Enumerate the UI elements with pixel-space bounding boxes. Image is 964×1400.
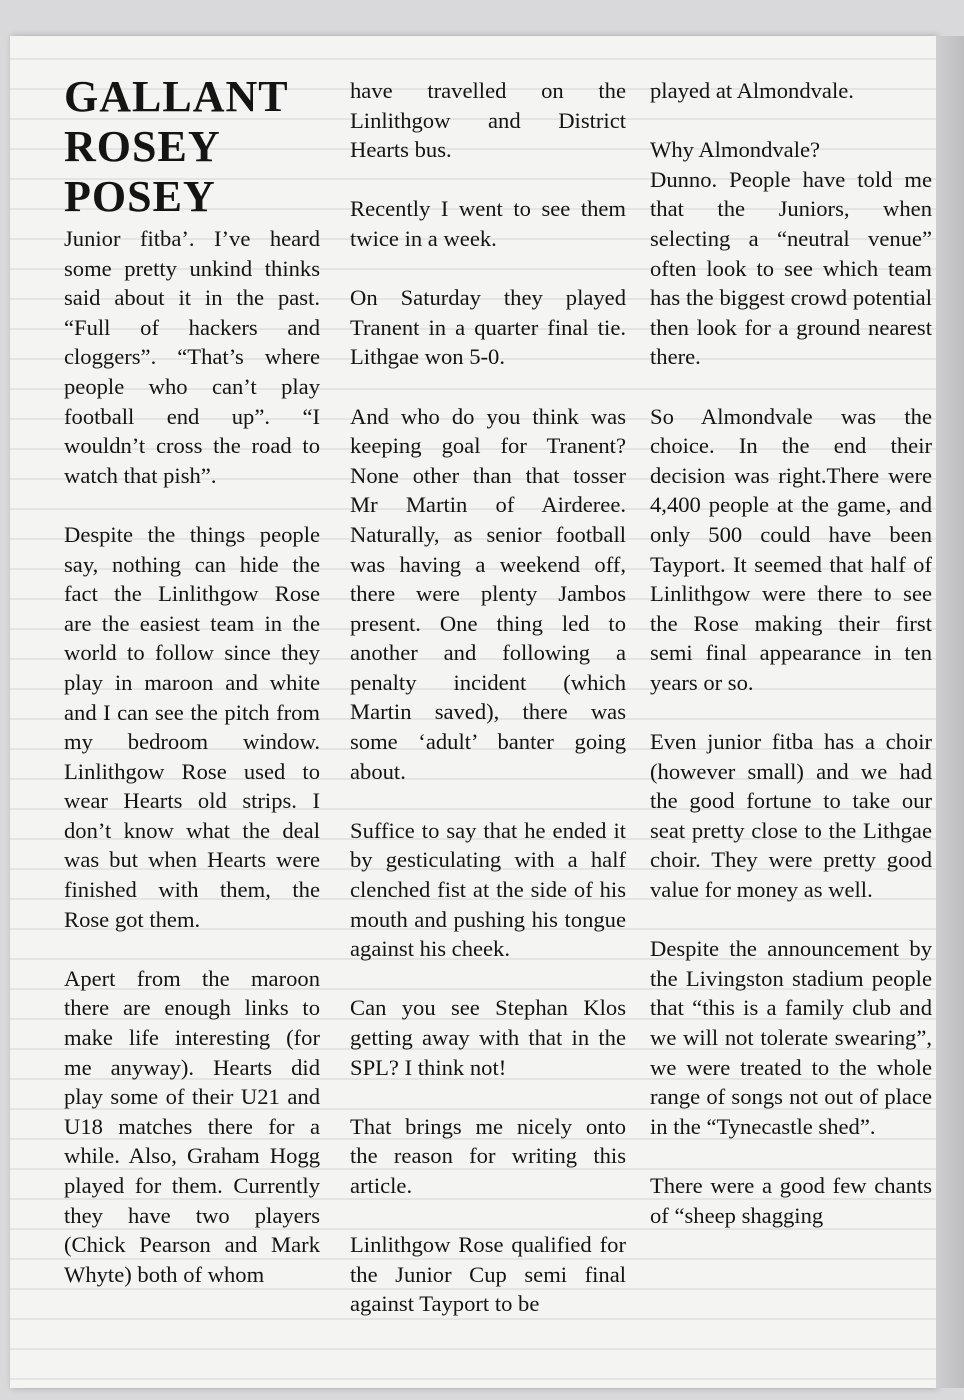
paragraph: Suffice to say that he ended it by gesticulating with a half clenched fist at the side of his mouth and pushing his tongue against his cheek. bbox=[350, 817, 626, 962]
paragraph: There were a good few chants of “sheep shagging bbox=[650, 1172, 932, 1228]
article-title bbox=[64, 72, 320, 222]
paragraph: Apert from the maroon there are enough links to make life interesting (for me anyway). Hearts did play some of their U21 and U18 matches there for a while. Also, Graham Hogg played for them. Currently they have two players (Chick Pearson and Mark Whyte) both of whom bbox=[64, 965, 320, 1287]
paragraph: Recently I went to see them twice in a week. bbox=[350, 196, 626, 251]
paragraph: Can you see Stephan Klos getting away with that in the SPL? I think not! bbox=[350, 995, 626, 1080]
title-line: GALLANT bbox=[64, 72, 289, 121]
title-line: ROSEY bbox=[64, 122, 221, 171]
paragraph: have travelled on the Linlithgow and District Hearts bus. bbox=[350, 78, 626, 163]
paragraph: So Almondvale was the choice. In the end their decision was right.There were 4,400 people at the game, and only 500 could have been Tayport. It seemed that half of Linlithgow were there to see the Rose making their first semi final appearance in ten years or so. bbox=[650, 403, 932, 695]
page-curl-edge bbox=[936, 36, 964, 1388]
paragraph: That brings me nicely onto the reason for writing this article. bbox=[350, 1113, 626, 1198]
paragraph: Linlithgow Rose qualified for the Junior Cup semi final against Tayport to be bbox=[350, 1232, 626, 1317]
column-1 bbox=[64, 72, 320, 1289]
paragraph: Despite the announcement by the Livingston stadium people that “this is a family club and we will not tolerate swearing”, we were treated to the whole range of songs not out of place in the “Tynecastle shed”. bbox=[650, 936, 932, 1139]
paragraph: Junior fitba’. I’ve heard some pretty unkind thinks said about it in the past. “Full of hackers and cloggers”. “That’s where people who can’t play football end up”. “I wouldn’t cross the road to watch that pish”. bbox=[64, 226, 320, 488]
paragraph: Despite the things people say, nothing can hide the fact the Linlithgow Rose are the easiest team in the world to follow since they play in maroon and white and I can see the pitch from my bedroom window. Linlithgow Rose used to wear Hearts old strips. I don’t know what the deal was but when Hearts were finished with them, the Rose got them. bbox=[64, 521, 320, 932]
paragraph: On Saturday they played Tranent in a quarter final tie. Lithgae won 5-0. bbox=[350, 285, 626, 370]
magazine-page bbox=[10, 36, 936, 1388]
title-line: POSEY bbox=[64, 172, 216, 221]
paragraph: played at Almondvale. bbox=[650, 78, 854, 103]
paragraph: Dunno. People have told me that the Juniors, when selecting a “neutral venue” often look to see which team has the biggest crowd potential then look for a ground nearest there. bbox=[650, 166, 932, 370]
paragraph: Why Almondvale? bbox=[650, 137, 821, 163]
column-3 bbox=[650, 76, 932, 1230]
column-2 bbox=[350, 76, 626, 1319]
paragraph: Even junior fitba has a choir (however small) and we had the good fortune to take our seat pretty close to the Lithgae choir. They were pretty good value for money as well. bbox=[650, 729, 932, 903]
paragraph: And who do you think was keeping goal for Tranent? None other than that tosser Mr Martin of Airderee. Naturally, as senior football was having a weekend off, there were plenty Jambos present. One thing led to another and following a penalty incident (which Martin saved), there was some ‘adult’ banter going about. bbox=[350, 403, 626, 784]
